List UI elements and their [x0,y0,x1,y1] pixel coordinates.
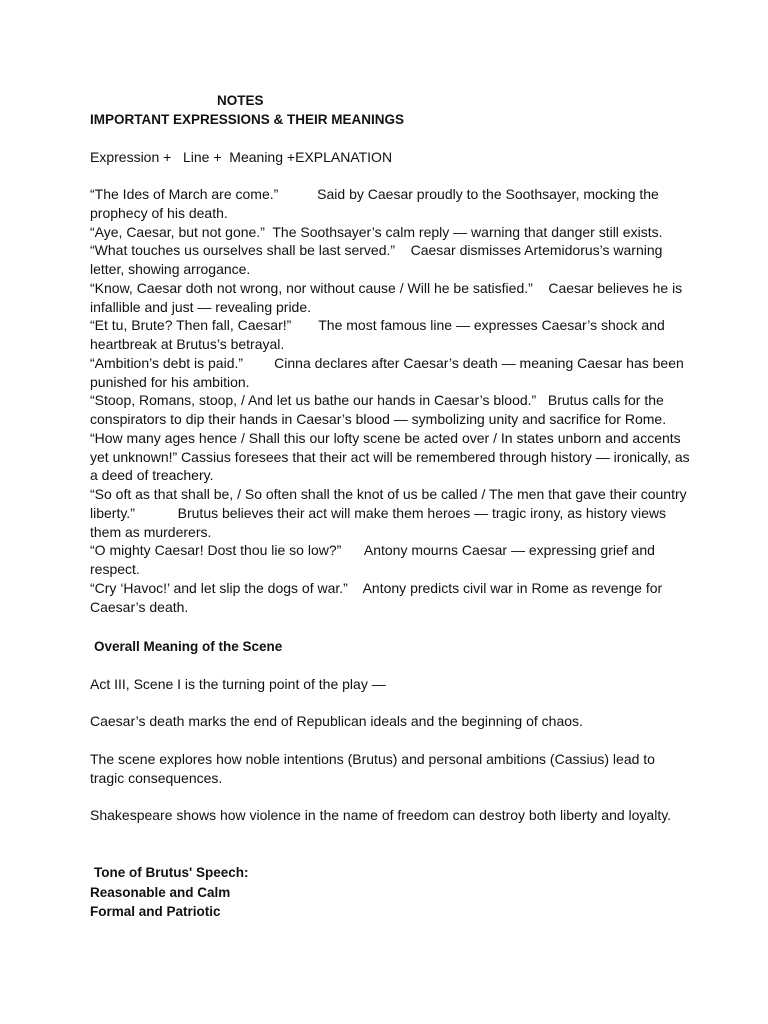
expression-entry: “Cry ‘Havoc!’ and let slip the dogs of war.” Antony predicts civil war in Rome as revenge for Caesar’s death. [90,579,667,615]
overall-meaning-heading: Overall Meaning of the Scene [94,639,283,654]
expression-entry: “The Ides of March are come.” Said by Caesar proudly to the Soothsayer, mocking the prophecy of his death. [90,186,663,221]
expressions-list [90,185,694,616]
overall-paragraph: The scene explores how noble intentions (Brutus) and personal ambitions (Cassius) lead to tragic consequences. [90,751,655,786]
expression-entry: “So oft as that shall be, / So often shall the knot of us be called / The men that gave their country liberty.” Brutus believes their act will make them heroes — tragic irony, as history views them as murderers. [90,486,691,540]
tone-item: Formal and Patriotic [90,904,221,919]
expression-entry: “How many ages hence / Shall this our lofty scene be acted over / In states unborn and accents yet unknown!” Cassius foresees that their act will be remembered through history — ironically, as a deed of treachery. [90,429,694,484]
expression-entry: “Know, Caesar doth not wrong, nor without cause / Will he be satisfied.” Caesar believes he is infallible and just — revealing pride. [90,279,687,315]
expression-entry: “Et tu, Brute? Then fall, Caesar!” The most famous line — expresses Caesar’s shock and heartbreak at Brutus’s betrayal. [90,317,669,352]
column-header-line: Expression + Line + Meaning +EXPLANATION [90,149,393,165]
notes-heading: NOTES [217,93,264,108]
expression-entry: “What touches us ourselves shall be last served.” Caesar dismisses Artemidorus’s warning letter, showing arrogance. [90,242,667,277]
overall-paragraph: Act III, Scene I is the turning point of the play — [90,676,386,692]
document-subtitle: IMPORTANT EXPRESSIONS & THEIR MEANINGS [90,112,405,127]
overall-paragraph: Shakespeare shows how violence in the name of freedom can destroy both liberty and loyalty. [90,807,672,823]
tone-section [90,863,248,922]
tone-heading: Tone of Brutus' Speech: [94,865,249,880]
expression-entry: “Aye, Caesar, but not gone.” The Soothsayer’s calm reply — warning that danger still exists. [90,223,663,240]
overall-paragraph: Caesar’s death marks the end of Republican ideals and the beginning of chaos. [90,713,583,729]
expression-entry: “Stoop, Romans, stoop, / And let us bathe our hands in Caesar’s blood.” Brutus calls for the conspirators to dip their hands in Caesar’s blood — symbolizing unity and sacrifice for Rome. [90,392,668,427]
expression-entry: “Ambition’s debt is paid.” Cinna declares after Caesar’s death — meaning Caesar has been punished for his ambition. [90,354,688,390]
tone-item: Reasonable and Calm [90,884,231,900]
expression-entry: “O mighty Caesar! Dost thou lie so low?” Antony mourns Caesar — expressing grief and respect. [90,542,659,577]
